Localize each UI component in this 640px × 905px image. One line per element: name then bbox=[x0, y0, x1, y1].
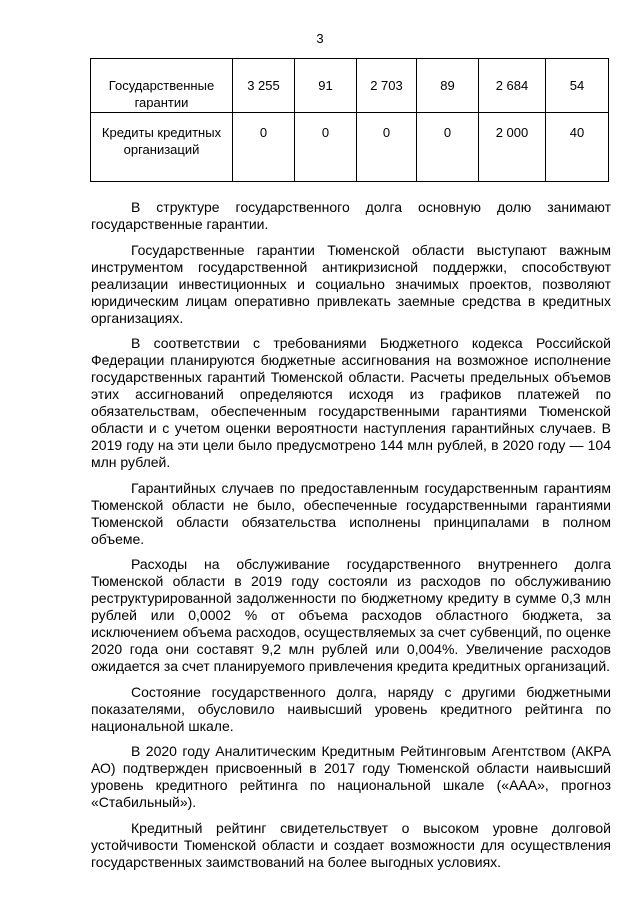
paragraph: Состояние государственного долга, наряду с другими бюджетными показателями, обусловило наивысший уровень кредитного рейтинга по национальной шкале. bbox=[91, 683, 611, 734]
table-cell: 91 bbox=[295, 59, 357, 113]
table-cell: 40 bbox=[546, 113, 609, 182]
table-cell: 54 bbox=[546, 59, 609, 113]
debt-structure-table bbox=[90, 58, 609, 182]
paragraph: В соответствии с требованиями Бюджетного кодекса Российской Федерации планируются бюджетные ассигнования на возможное исполнение государственных гарантий Тюменской области. Расчеты предельных объемов этих ассигнований определяются исходя из графиков платежей по обязательствам, обеспеченным государственными гарантиями Тюменской области и с учетом оценки вероятности наступления гарантийных случаев. В 2019 году на эти цели было предусмотрено 144 млн рублей, в 2020 году — 104 млн рублей. bbox=[91, 335, 611, 470]
table-cell: 0 bbox=[357, 113, 417, 182]
paragraph: Гарантийных случаев по предоставленным государственным гарантиям Тюменской области не было, обеспеченные государственными гарантиями Тюменской области обязательства исполнены принципалами в полном объеме. bbox=[91, 479, 611, 547]
table-cell: 2 684 bbox=[479, 59, 546, 113]
paragraph: В 2020 году Аналитическим Кредитным Рейтинговым Агентством (АКРА АО) подтвержден присвоенный в 2017 году Тюменской области наивысший уровень кредитного рейтинга по национальной шкале («ААА», прогноз «Стабильный»). bbox=[91, 743, 611, 810]
body-text bbox=[91, 199, 611, 879]
table-cell: 0 bbox=[233, 113, 295, 182]
page-number: 3 bbox=[316, 31, 324, 46]
paragraph: Расходы на обслуживание государственного внутреннего долга Тюменской области в 2019 году состояли из расходов по обслуживанию реструктурированной задолженности по бюджетному кредиту в сумме 0,3 млн рублей или 0,0002 % от объема расходов областного бюджета, за исключением объема расходов, осуществляемых за счет субвенций, по оценке 2020 года они составят 9,2 млн рублей или 0,004%. Увеличение расходов ожидается за счет планируемого привлечения кредита кредитных организаций. bbox=[91, 556, 611, 674]
row-label-bank-loans: Кредиты кредитных организаций bbox=[91, 113, 233, 182]
table-cell: 89 bbox=[417, 59, 479, 113]
paragraph: В структуре государственного долга основную долю занимают государственные гарантии. bbox=[91, 199, 611, 232]
table-cell: 0 bbox=[295, 113, 357, 182]
table-cell: 0 bbox=[417, 113, 479, 182]
row-label-guarantees: Государственные гарантии bbox=[91, 59, 233, 113]
table-cell: 3 255 bbox=[233, 59, 295, 113]
paragraph: Государственные гарантии Тюменской области выступают важным инструментом государственной антикризисной поддержки, способствуют реализации инвестиционных и социально значимых проектов, позволяют юридическим лицам оперативно привлекать заемные средства в кредитных организациях. bbox=[91, 241, 611, 326]
table-cell: 2 703 bbox=[357, 59, 417, 113]
paragraph: Кредитный рейтинг свидетельствует о высоком уровне долговой устойчивости Тюменской области и создает возможности для осуществления государственных заимствований на более выгодных условиях. bbox=[91, 819, 611, 870]
table-row bbox=[91, 113, 609, 182]
table-cell: 2 000 bbox=[479, 113, 546, 182]
table-row bbox=[91, 59, 609, 113]
